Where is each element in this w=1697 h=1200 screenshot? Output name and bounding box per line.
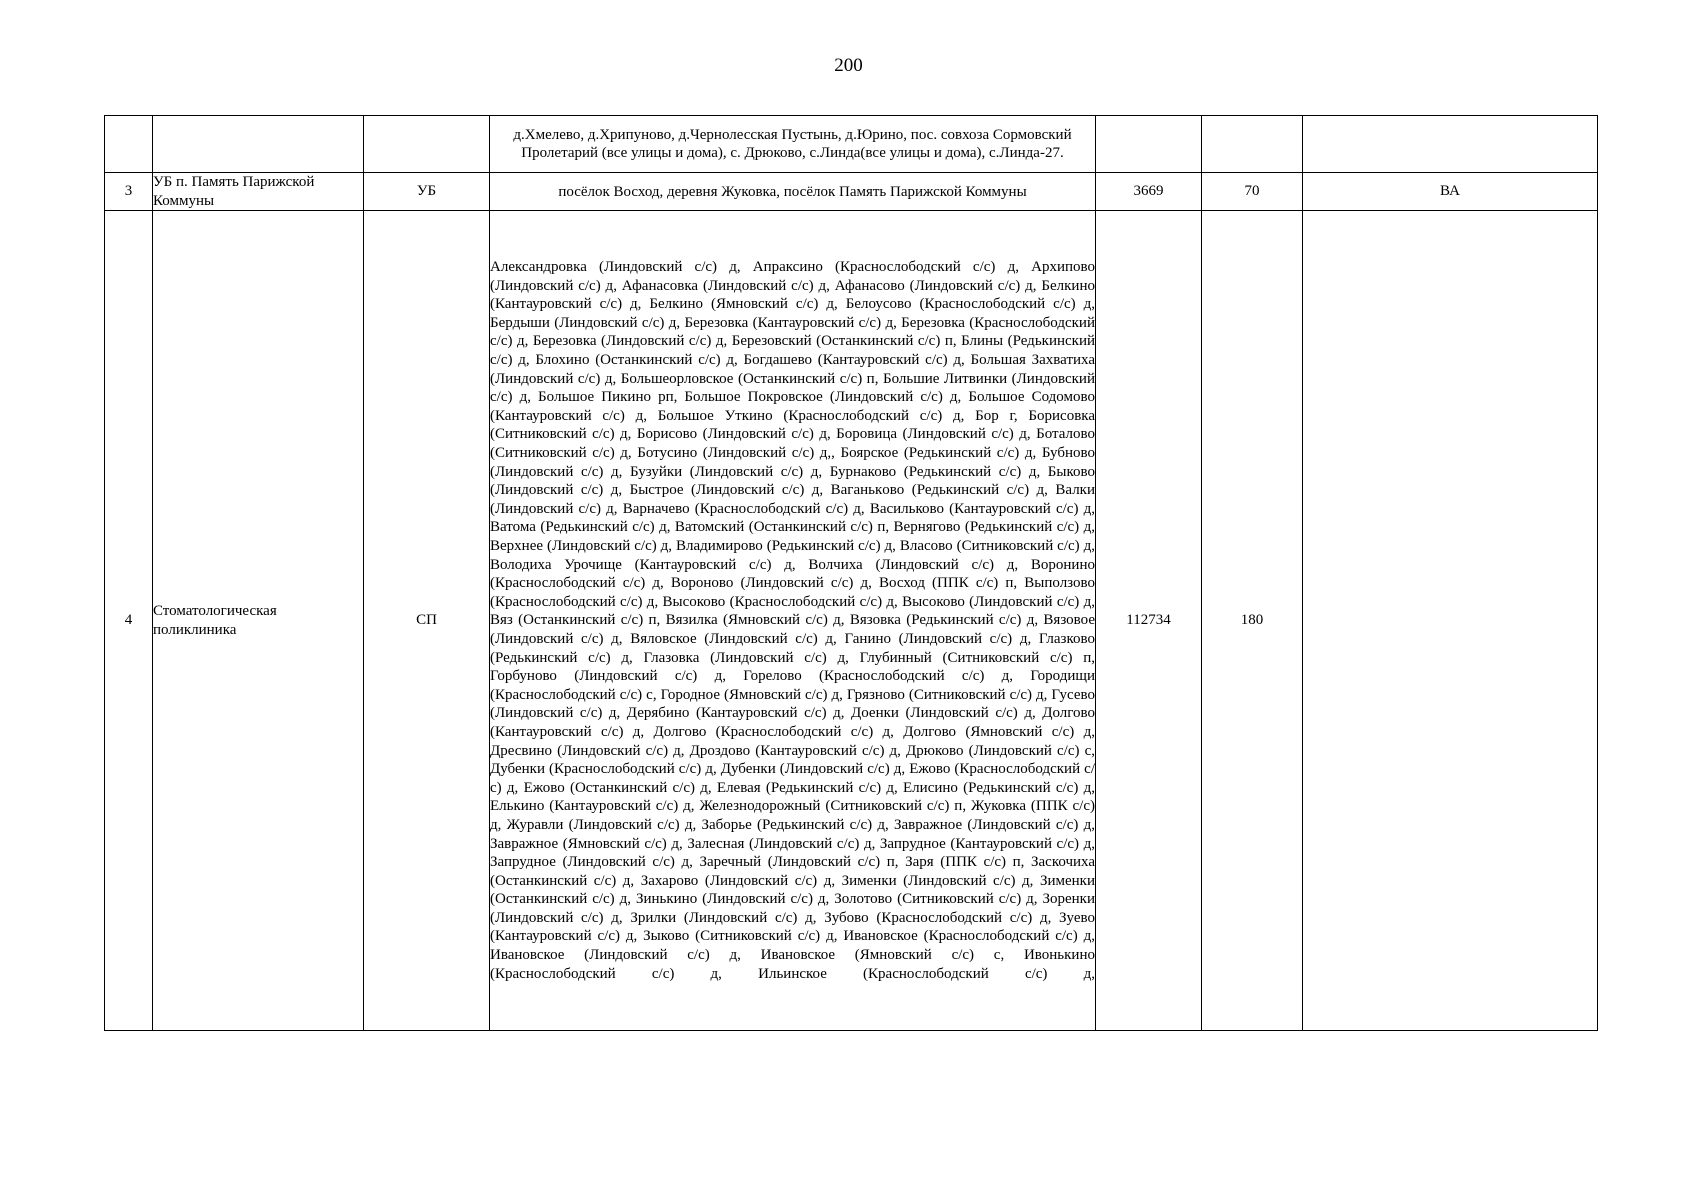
table-row [105, 116, 1598, 173]
category [1303, 116, 1598, 173]
table-row [105, 173, 1598, 211]
facility-type: УБ [364, 173, 490, 211]
capacity: 180 [1202, 211, 1303, 1031]
service-area: Александровка (Линдовский с/с) д, Апраксино (Краснослободский с/с) д, Архипово (Линдовский с/с) д, Афанасовка (Линдовский с/с) д, Афанасово (Линдовский с/с) д, Белкино (Кантауровский с/с) д, Белкино (Ямновский с/с) д, Белоусово (Краснослободский с/с) д, Бердыши (Линдовский с/с) д, Березовка (Кантауровский с/с) д, Березовка (Краснослободский с/с) д, Березовка (Линдовский с/с) д, Березовский (Останкинский с/с) п, Блины (Редькинский с/с) д, Блохино (Останкинский с/с) д, Богдашево (Кантауровский с/с) д, Большая Захватиха (Линдовский с/с) д, Большеорловское (Останкинский с/с) п, Большие Литвинки (Линдовский с/с) д, Большое Пикино рп, Большое Покровское (Линдовский с/с) д, Большое Содомово (Кантауровский с/с) д, Большое Уткино (Краснослободский с/с) д, Бор г, Борисовка (Ситниковский с/с) д, Борисово (Линдовский с/с) д, Боровица (Линдовский с/с) д, Боталово (Ситниковский с/с) д, Ботусино (Линдовский с/с) д,, Боярское (Редькинский с/с) д, Бубново (Линдовский с/с) д, Бузуйки (Линдовский с/с) д, Бурнаково (Редькинский с/с) д, Быково (Линдовский с/с) д, Быстрое (Линдовский с/с) д, Ваганькoво (Редькинский с/с) д, Валки (Линдовский с/с) д, Варначево (Краснослободский с/с) д, Васильково (Кантауровский с/с) д, Ватома (Редькинский с/с) д, Ватомский (Останкинский с/с) п, Вернягово (Редькинский с/с) д, Верхнее (Линдовский с/с) д, Владимирово (Редькинский с/с) д, Власово (Ситниковский с/с) д, Володиха Урочище (Кантауровский с/с) д, Волчиха (Линдовский с/с) д, Воронино (Краснослободский с/с) д, Вороново (Линдовский с/с) д, Восход (ППК с/с) п, Выползово (Краснослободский с/с) д, Высоково (Краснослободский с/с) д, Высоково (Линдовский с/с) д, Вяз (Останкинский с/с) п, Вязилка (Ямновский с/с) д, Вязовка (Редькинский с/с) д, Вязовое (Линдовский с/с) д, Вяловское (Линдовский с/с) д, Ганино (Линдовский с/с) д, Глазково (Редькинский с/с) д, Глазовка (Линдовский с/с) д, Глубинный (Ситниковский с/с) п, Горбуново (Линдовский с/с) д, Горелово (Краснослободский с/с) д, Городищи (Краснослободский с/с) с, Городное (Ямновский с/с) д, Грязново (Ситниковский с/с) д, Гусево (Линдовский с/с) д, Дерябино (Кантауровский с/с) д, Доенки (Линдовский с/с) д, Долгово (Кантауровский с/с) д, Долгово (Краснослободский с/с) д, Долгово (Ямновский с/с) д, Дресвино (Линдовский с/с) д, Дроздово (Кантауровский с/с) д, Дрюково (Линдовский с/с) с, Дубенки (Краснослободский с/с) д, Дубенки (Линдовский с/с) д, Ежово (Краснослободский с/с) д, Ежово (Останкинский с/с) д, Елевая (Редькинский с/с) д, Елисино (Редькинский с/с) д, Елькино (Кантауровский с/с) д, Железнодорожный (Ситниковский с/с) п, Жуковка (ППК с/с) д, Журавли (Линдовский с/с) д, Заборье (Редькинский с/с) д, Завражное (Линдовский с/с) д, Завражное (Ямновский с/с) д, Залесная (Линдовский с/с) д, Запрудное (Кантауровский с/с) д, Запрудное (Линдовский с/с) д, Заречный (Линдовский с/с) п, Заря (ППК с/с) п, Заскочиха (Останкинский с/с) д, Захарово (Линдовский с/с) д, Зименки (Линдовский с/с) д, Зименки (Останкинский с/с) д, Зинькино (Линдовский с/с) д, Золотово (Ситниковский с/с) д, Зоренки (Линдовский с/с) д, Зрилки (Линдовский с/с) д, Зубово (Краснослободский с/с) д, Зуево (Кантауровский с/с) д, Зыково (Ситниковский с/с) д, Ивановское (Краснослободский с/с) д, Ивановское (Линдовский с/с) д, Ивановское (Ямновский с/с) с, Ивонькино (Краснослободский с/с) д, Ильинское (Краснослободский с/с) д, [490, 259, 1095, 982]
category [1303, 211, 1598, 1031]
table-row [105, 211, 1598, 1031]
registry-table [104, 115, 1598, 1031]
facility-name: УБ п. Память Парижской Коммуны [153, 173, 364, 211]
service-area: д.Хмелево, д.Хрипуново, д.Чернолесская Пустынь, д.Юрино, пос. совхоза Сормовский Пролетарий (все улицы и дома), с. Дрюково, с.Линда(все улицы и дома), с.Линда-27. [513, 127, 1072, 161]
facility-name: Стоматологическая поликлиника [153, 211, 364, 1031]
facility-type: СП [364, 211, 490, 1031]
service-area: посёлок Восход, деревня Жуковка, посёлок Память Парижской Коммуны [558, 183, 1027, 200]
facility-type [364, 116, 490, 173]
service-area-cell [490, 173, 1096, 211]
page-number: 200 [834, 55, 863, 76]
service-area-cell [490, 116, 1096, 173]
row-number: 4 [105, 211, 153, 1031]
capacity: 70 [1202, 173, 1303, 211]
population: 3669 [1096, 173, 1202, 211]
facility-name [153, 116, 364, 173]
capacity [1202, 116, 1303, 173]
row-number: 3 [105, 173, 153, 211]
service-area-cell [490, 211, 1096, 1031]
population [1096, 116, 1202, 173]
category: ВА [1303, 173, 1598, 211]
population: 112734 [1096, 211, 1202, 1031]
row-number [105, 116, 153, 173]
